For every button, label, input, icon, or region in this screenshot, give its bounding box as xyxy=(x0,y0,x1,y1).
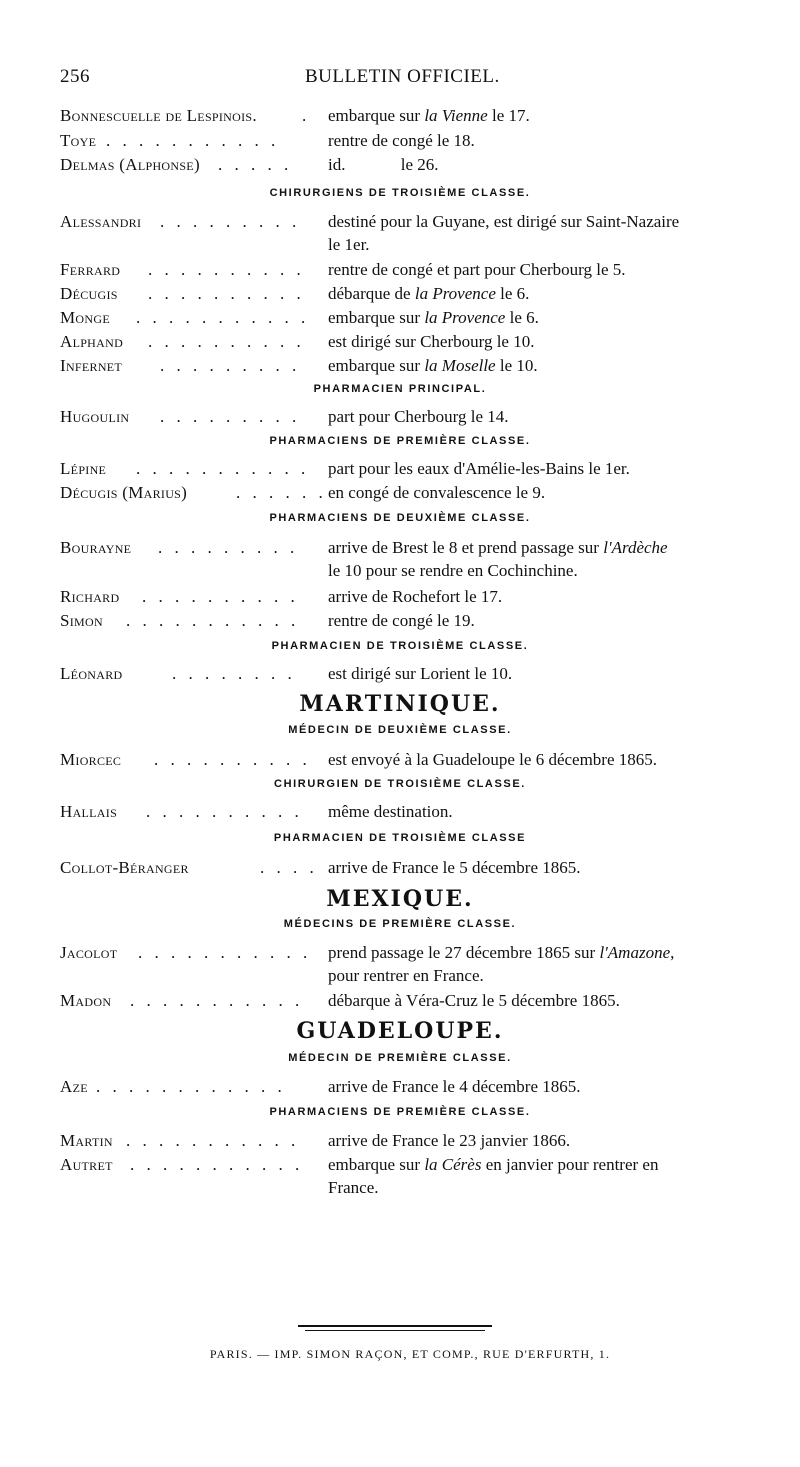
entry-text: destiné pour la Guyane, est dirigé sur Saint-Nazaire le 1er. xyxy=(328,212,680,254)
entry-name: Alessandri xyxy=(60,212,142,231)
entry-name: Simon xyxy=(60,611,103,630)
entry-text: arrive de France le 4 décembre 1865. xyxy=(328,1077,581,1096)
section-heading: PHARMACIEN DE TROISIÈME CLASSE. xyxy=(271,640,529,652)
entry-text: est dirigé sur Cherbourg le 10. xyxy=(328,332,535,351)
printer-imprint: PARIS. — IMP. SIMON RAÇON, ET COMP., RUE D'ERFURTH, 1. xyxy=(209,1347,611,1361)
leader-dots: . . . . . . . . . . . . xyxy=(96,1077,286,1096)
entry-text: embarque sur la Cérès en janvier pour rentrer en France. xyxy=(328,1155,659,1197)
section-heading: PHARMACIEN PRINCIPAL. xyxy=(313,383,487,395)
entry-name: Lépine xyxy=(60,459,107,478)
entry-text: arrive de Rochefort le 17. xyxy=(328,587,503,606)
entry-name: Décugis (Marius) xyxy=(60,483,188,502)
entry-name: Martin xyxy=(60,1131,113,1150)
section-heading: PHARMACIENS DE PREMIÈRE CLASSE. xyxy=(269,435,531,447)
entry-name: Hugoulin xyxy=(60,407,130,426)
leader-dots: . xyxy=(302,106,311,125)
entry-name: Madon xyxy=(60,991,112,1010)
leader-dots: . . . . . . . . . . . xyxy=(126,611,300,630)
section-heading: CHIRURGIEN DE TROISIÈME CLASSE. xyxy=(274,778,526,790)
entry-name: Hallais xyxy=(60,802,118,821)
leader-dots: . . . . . . . . . xyxy=(160,212,301,231)
entry-text: débarque de la Provence le 6. xyxy=(328,284,530,303)
entry-name: Miorcec xyxy=(60,750,122,769)
region-heading: MARTINIQUE. xyxy=(299,691,501,717)
page-number: 256 xyxy=(60,66,90,87)
entry-name: Toye xyxy=(60,131,97,150)
entry-text: est dirigé sur Lorient le 10. xyxy=(328,664,513,683)
entry-name: Léonard xyxy=(60,664,123,683)
running-title: BULLETIN OFFICIEL. xyxy=(305,66,500,87)
entry-text: arrive de Brest le 8 et prend passage sur l'Ardèche le 10 pour se rendre en Cochinchine. xyxy=(328,538,668,580)
entry-text: en congé de convalescence le 9. xyxy=(328,483,546,502)
entry-text: embarque sur la Moselle le 10. xyxy=(328,356,538,375)
entry-name: Bourayne xyxy=(60,538,132,557)
entry-text: rentre de congé le 18. xyxy=(328,131,475,150)
leader-dots: . . . . . . . . . . xyxy=(148,284,305,303)
entry-text: arrive de France le 5 décembre 1865. xyxy=(328,858,581,877)
leader-dots: . . . . . . . . . . xyxy=(146,802,303,821)
leader-dots: . . . . . . . . . . . xyxy=(136,308,310,327)
section-heading: MÉDECIN DE DEUXIÈME CLASSE. xyxy=(288,724,512,736)
section-heading: PHARMACIENS DE PREMIÈRE CLASSE. xyxy=(269,1106,531,1118)
entry-text: id. le 26. xyxy=(328,155,439,174)
leader-dots: . . . . . . . . . . . xyxy=(130,991,304,1010)
entry-name: Delmas (Alphonse) xyxy=(60,155,200,174)
leader-dots: . . . . . . . . . xyxy=(160,356,301,375)
leader-dots: . . . . . . . . . . xyxy=(154,750,311,769)
entry-name: Autret xyxy=(60,1155,113,1174)
leader-dots: . . . . . . . . . . . xyxy=(106,131,280,150)
entry-name: Collot-Béranger xyxy=(60,858,189,877)
entry-name: Monge xyxy=(60,308,110,327)
section-heading: MÉDECIN DE PREMIÈRE CLASSE. xyxy=(288,1052,512,1064)
footer-rule xyxy=(298,1325,492,1327)
leader-dots: . . . . xyxy=(260,858,318,877)
page-header xyxy=(60,66,760,94)
entry-name: Bonnescuelle de Lespinois. xyxy=(60,106,257,125)
entry-text: arrive de France le 23 janvier 1866. xyxy=(328,1131,571,1150)
section-heading: PHARMACIENS DE DEUXIÈME CLASSE. xyxy=(269,512,531,524)
entry-name: Aze xyxy=(60,1077,88,1096)
entry-name: Alphand xyxy=(60,332,124,351)
footer-rule-thin xyxy=(305,1330,485,1331)
leader-dots: . . . . . xyxy=(218,155,293,174)
entry-text: part pour Cherbourg le 14. xyxy=(328,407,509,426)
leader-dots: . . . . . . . . . . xyxy=(142,587,299,606)
section-heading: MÉDECINS DE PREMIÈRE CLASSE. xyxy=(283,918,517,930)
entry-name: Ferrard xyxy=(60,260,121,279)
section-heading: CHIRURGIENS DE TROISIÈME CLASSE. xyxy=(269,187,531,199)
entry-text: débarque à Véra-Cruz le 5 décembre 1865. xyxy=(328,991,620,1010)
leader-dots: . . . . . . . . . xyxy=(158,538,299,557)
leader-dots: . . . . . . xyxy=(236,483,327,502)
entry-name: Infernet xyxy=(60,356,123,375)
entry-text: prend passage le 27 décembre 1865 sur l'Amazone, pour rentrer en France. xyxy=(328,943,675,985)
entry-text: rentre de congé le 19. xyxy=(328,611,475,630)
entry-name: Richard xyxy=(60,587,120,606)
entry-text: embarque sur la Vienne le 17. xyxy=(328,106,530,125)
leader-dots: . . . . . . . . xyxy=(172,664,296,683)
entry-text: est envoyé à la Guadeloupe le 6 décembre 1865. xyxy=(328,750,658,769)
entry-name: Décugis xyxy=(60,284,118,303)
leader-dots: . . . . . . . . . . . xyxy=(126,1131,300,1150)
region-heading: MEXIQUE. xyxy=(326,886,474,912)
region-heading: GUADELOUPE. xyxy=(296,1018,504,1044)
leader-dots: . . . . . . . . . . . xyxy=(138,943,312,962)
entry-name: Jacolot xyxy=(60,943,118,962)
entry-text: embarque sur la Provence le 6. xyxy=(328,308,539,327)
leader-dots: . . . . . . . . . xyxy=(160,407,301,426)
leader-dots: . . . . . . . . . . . xyxy=(130,1155,304,1174)
section-heading: PHARMACIEN DE TROISIÈME CLASSE xyxy=(273,832,527,844)
leader-dots: . . . . . . . . . . xyxy=(148,332,305,351)
leader-dots: . . . . . . . . . . xyxy=(148,260,305,279)
leader-dots: . . . . . . . . . . . xyxy=(136,459,310,478)
entry-text: rentre de congé et part pour Cherbourg le 5. xyxy=(328,260,626,279)
entry-text: même destination. xyxy=(328,802,453,821)
entry-text: part pour les eaux d'Amélie-les-Bains le 1er. xyxy=(328,459,630,478)
